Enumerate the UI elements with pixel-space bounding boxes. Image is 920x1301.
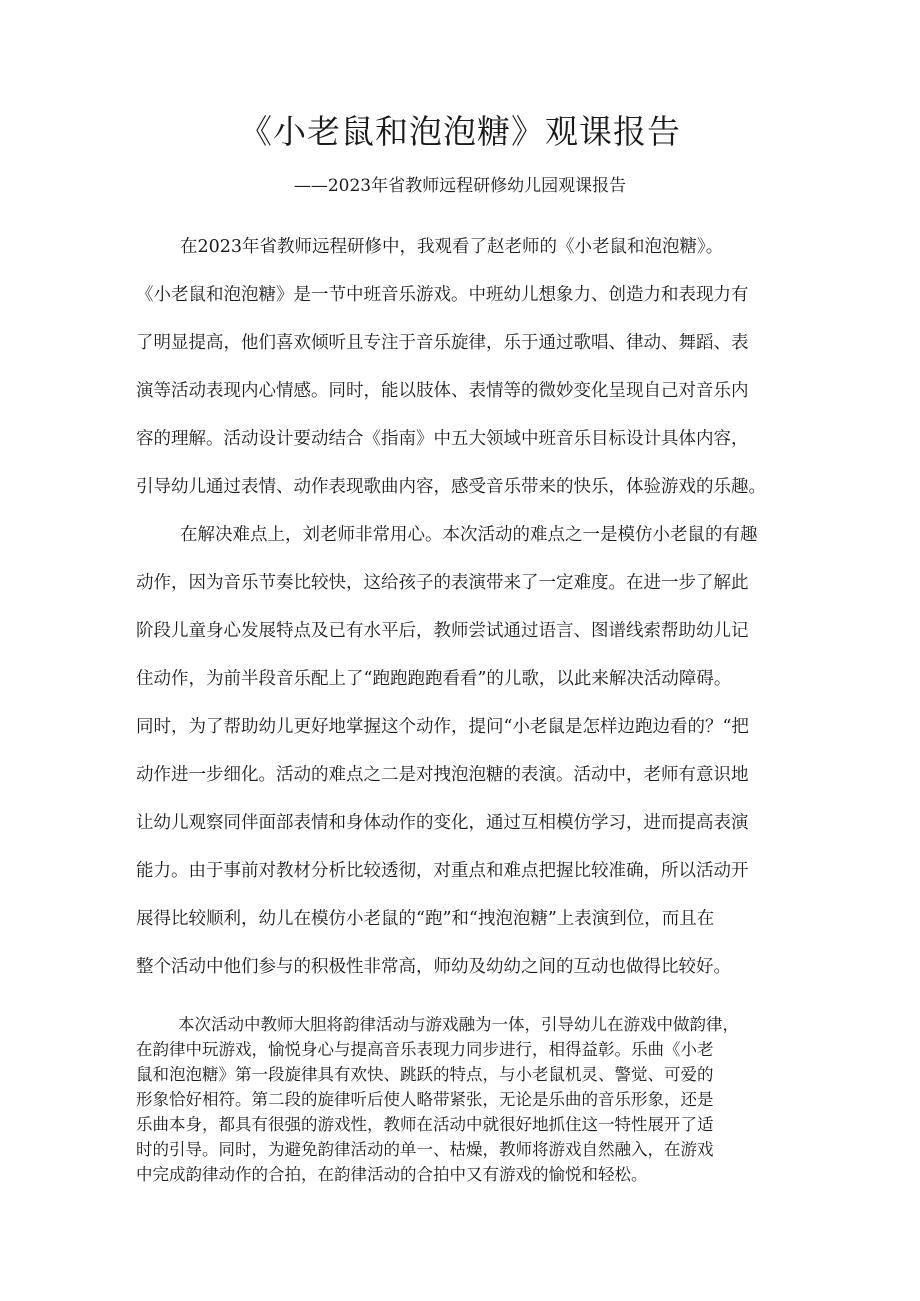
paragraph-line: 本次活动中教师大胆将韵律活动与游戏融为一体，引导幼儿在游戏中做韵律， [178,1015,739,1034]
paragraph-line: 同时，为了帮助幼儿更好地掌握这个动作，提问“小老鼠是怎样边跑边看的？“把 [136,717,749,737]
paragraph-line: 在2023年省教师远程研修中，我观看了赵老师的《小老鼠和泡泡糖》。 [180,237,724,257]
document-subtitle: ——2023年省教师远程研修幼儿园观课报告 [293,176,627,196]
paragraph-line: 演等活动表现内心情感。同时，能以肢体、表情等的微妙变化呈现自己对音乐内 [136,381,749,401]
paragraph-line: 在韵律中玩游戏，愉悦身心与提高音乐表现力同步进行，相得益彰。乐曲《小老 [136,1040,714,1059]
paragraph-3 [136,1012,794,1187]
paragraph-line: 展得比较顺利，幼儿在模仿小老鼠的“跑”和“拽泡泡糖”上表演到位，而且在 [136,909,715,929]
paragraph-line: 容的理解。活动设计要动结合《指南》中五大领域中班音乐目标设计具体内容， [136,429,749,449]
paragraph-line: 整个活动中他们参与的积极性非常高，师幼及幼幼之间的互动也做得比较好。 [136,957,731,977]
paragraph-line: 住动作，为前半段音乐配上了“跑跑跑跑看看”的儿歌，以此来解决活动障碍。 [136,669,732,689]
paragraph-line: 形象恰好相符。第二段的旋律听后使人略带紧张，无论是乐曲的音乐形象，还是 [136,1090,714,1109]
paragraph-line: 《小老鼠和泡泡糖》是一节中班音乐游戏。中班幼儿想象力、创造力和表现力有 [136,285,749,305]
paragraph-line: 引导幼儿通过表情、动作表现歌曲内容，感受音乐带来的快乐，体验游戏的乐趣。 [136,477,766,497]
paragraph-line: 能力。由于事前对教材分析比较透彻，对重点和难点把握比较准确，所以活动开 [136,861,749,881]
paragraph-2 [136,511,794,991]
paragraph-line: 动作，因为音乐节奏比较快，这给孩子的表演带来了一定难度。在进一步了解此 [136,573,749,593]
paragraph-line: 乐曲本身，都具有很强的游戏性，教师在活动中就很好地抓住这一特性展开了适 [136,1115,714,1134]
paragraph-1 [136,223,794,511]
paragraph-line: 时的引导。同时，为避免韵律活动的单一、枯燥，教师将游戏自然融入，在游戏 [136,1140,714,1159]
paragraph-line: 动作进一步细化。活动的难点之二是对拽泡泡糖的表演。活动中，老师有意识地 [136,765,749,785]
document-title: 《小老鼠和泡泡糖》观课报告 [239,112,681,151]
paragraph-line: 了明显提高，他们喜欢倾听且专注于音乐旋律，乐于通过歌唱、律动、舞蹈、表 [136,333,749,353]
paragraph-line: 让幼儿观察同伴面部表情和身体动作的变化，通过互相模仿学习，进而提高表演 [136,813,749,833]
paragraph-line: 在解决难点上，刘老师非常用心。本次活动的难点之一是模仿小老鼠的有趣 [180,525,758,545]
paragraph-line: 阶段儿童身心发展特点及已有水平后，教师尝试通过语言、图谱线索帮助幼儿记 [136,621,749,641]
paragraph-line: 鼠和泡泡糖》第一段旋律具有欢快、跳跃的特点，与小老鼠机灵、警觉、可爱的 [136,1065,714,1084]
paragraph-line: 中完成韵律动作的合拍，在韵律活动的合拍中又有游戏的愉悦和轻松。 [136,1165,648,1184]
